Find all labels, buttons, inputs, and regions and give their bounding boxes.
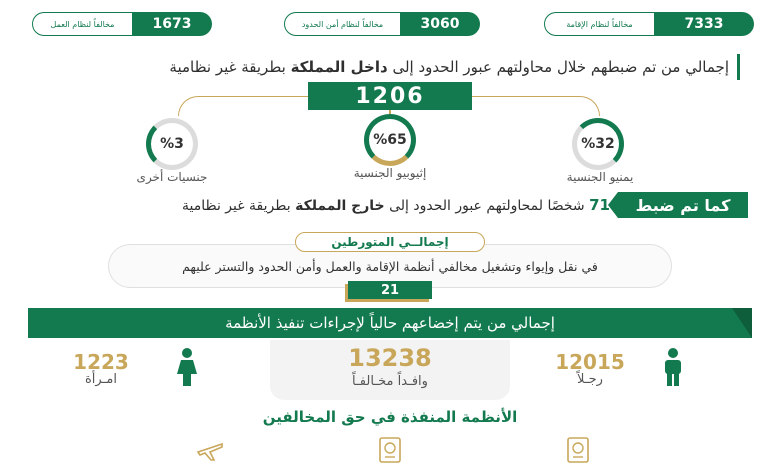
- women-value: 1223: [73, 350, 129, 374]
- pct-circle-other: %3: [146, 118, 198, 170]
- total-violators-value: 13238: [348, 344, 432, 372]
- involved-description: في نقل وإيواء وتشغيل مخالفي أنظمة الإقامة والعمل وأمن الحدود والتستر عليهم: [108, 244, 672, 288]
- stat-value: 3060: [400, 12, 480, 36]
- man-icon: [658, 352, 688, 382]
- stat-label: مخالفاً لنظام العمل: [32, 12, 132, 36]
- men-value: 12015: [555, 350, 625, 374]
- pct-circle-ethiopian: %65: [364, 114, 416, 166]
- nationality-label: جنسيات أخرى: [136, 170, 208, 184]
- connector-line: [178, 96, 308, 116]
- stat-pill-work: [32, 12, 212, 36]
- stat-label: مخالفاً لنظام الإقامة: [544, 12, 654, 36]
- procedures-banner: إجمالي من يتم إخضاعهم حالياً لإجراءات تنفيذ الأنظمة: [28, 308, 752, 338]
- connector-line: [472, 96, 600, 116]
- women-label: امـرأة: [85, 372, 117, 387]
- total-violators-label: وافـداً مخـالفـاً: [352, 374, 428, 389]
- involved-count: 21: [348, 281, 432, 299]
- stat-pill-border: [284, 12, 480, 36]
- pct-circle-yemeni: %32: [572, 118, 624, 170]
- stat-value: 7333: [654, 12, 754, 36]
- inside-total: 1206: [308, 82, 472, 110]
- inside-headline: إجمالي من تم ضبطهم خلال محاولتهم عبور الحدود إلى داخل المملكة بطريقة غير نظامية: [40, 54, 740, 80]
- stat-value: 1673: [132, 12, 212, 36]
- woman-icon: [172, 352, 202, 382]
- nationality-label: إثيوبيو الجنسية: [353, 166, 427, 180]
- stat-label: مخالفاً لنظام أمن الحدود: [284, 12, 400, 36]
- passport-icon: [378, 436, 404, 462]
- plane-icon: [196, 436, 222, 462]
- also-caught-tag: كما تم ضبط: [618, 192, 748, 218]
- stat-pill-residence: [544, 12, 754, 36]
- involved-title: إجمالــي المتورطين: [295, 232, 485, 252]
- nationality-label: يمنيو الجنسية: [566, 170, 634, 184]
- outside-headline: 71 شخصًا لمحاولتهم عبور الحدود إلى خارج المملكة بطريقة غير نظامية: [181, 196, 610, 214]
- systems-title: الأنظمة المنفذة في حق المخالفين: [262, 408, 518, 426]
- men-label: رجـلاً: [577, 372, 603, 387]
- passport-icon: [566, 436, 592, 462]
